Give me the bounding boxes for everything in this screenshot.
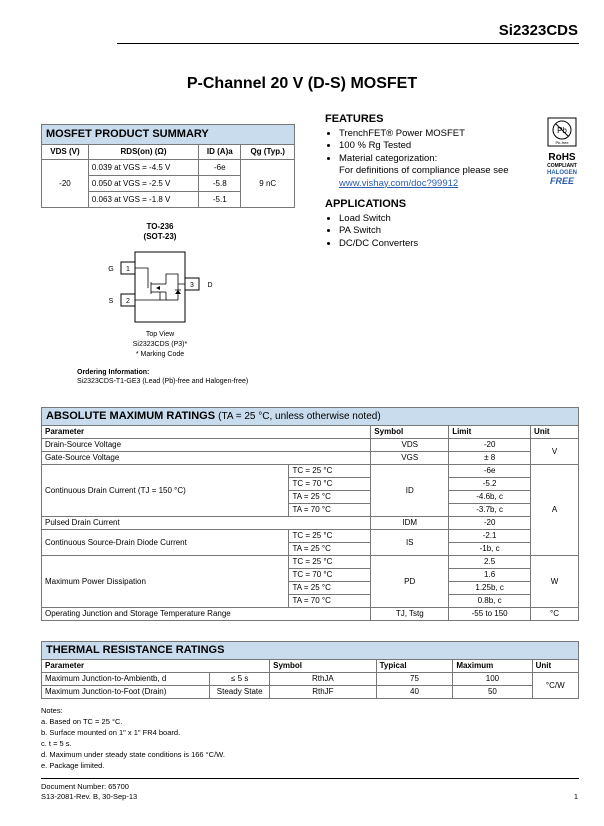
ordering-info: [77, 368, 248, 386]
package-alt-name: (SOT-23): [143, 232, 177, 241]
document-number: Document Number: 65700: [41, 782, 129, 791]
compliance-link[interactable]: www.vishay.com/doc?99912: [339, 177, 459, 189]
limit-cell: -1b, c: [449, 543, 531, 556]
thermal-header-unit: Unit: [532, 660, 578, 673]
package-title: [120, 222, 200, 242]
table-row: Operating Junction and Storage Temperature Range: [42, 608, 371, 621]
summary-qg-value: 9 nC: [241, 160, 295, 208]
summary-header-id: ID (A)a: [199, 145, 241, 160]
symbol-cell: ID: [371, 465, 449, 517]
thermal-header-maximum: Maximum: [453, 660, 532, 673]
table-row: Maximum Junction-to-Foot (Drain): [42, 686, 210, 699]
limit-cell: -3.7b, c: [449, 504, 531, 517]
limit-cell: -4.6b, c: [449, 491, 531, 504]
summary-header-rds: RDS(on) (Ω): [88, 145, 198, 160]
features-section: [325, 113, 540, 190]
notes-heading: Notes:: [41, 706, 63, 715]
typical-cell: 40: [376, 686, 453, 699]
thermal-header-parameter: Parameter: [42, 660, 270, 673]
summary-id-3: -5.1: [199, 192, 241, 208]
note-item: a. Based on TC = 25 °C.: [41, 717, 123, 726]
condition-cell: TC = 25 °C: [289, 530, 371, 543]
table-row: Maximum Junction-to-Ambientb, d: [42, 673, 210, 686]
footer: [41, 782, 137, 802]
unit-cell: V: [531, 439, 579, 465]
package-name: TO-236: [146, 222, 174, 231]
summary-id-1: -6e: [199, 160, 241, 176]
features-heading: FEATURES: [325, 113, 384, 125]
applications-section: [325, 198, 525, 250]
symbol-cell: IS: [371, 530, 449, 556]
pin-1-number: 1: [126, 266, 130, 273]
symbol-cell: IDM: [371, 517, 449, 530]
absolute-max-ratings-table: [41, 407, 579, 621]
limit-cell: -6e: [449, 465, 531, 478]
unit-cell: °C: [531, 608, 579, 621]
svg-text:Pb: Pb: [557, 126, 567, 135]
condition-cell: TA = 70 °C: [289, 595, 371, 608]
rohs-label: RoHS: [548, 152, 576, 163]
limit-cell: -55 to 150: [449, 608, 531, 621]
table-row: Gate-Source Voltage: [42, 452, 371, 465]
symbol-cell: VGS: [371, 452, 449, 465]
gate-label: G: [108, 266, 114, 273]
limit-cell: -2.1: [449, 530, 531, 543]
halogen-free-label: FREE: [549, 176, 574, 186]
condition-cell: Steady State: [210, 686, 270, 699]
product-summary-table: [41, 124, 295, 208]
note-item: d. Maximum under steady state conditions is 166 °C/W.: [41, 750, 225, 759]
summary-rds-3: 0.063 at VGS = -1.8 V: [88, 192, 198, 208]
symbol-cell: RthJF: [270, 686, 377, 699]
condition-cell: TC = 70 °C: [289, 569, 371, 582]
maximum-cell: 100: [453, 673, 532, 686]
limit-cell: ± 8: [449, 452, 531, 465]
rohs-compliant: COMPLIANT: [547, 163, 577, 169]
rohs-badge: [542, 117, 582, 186]
part-number: Si2323CDS: [498, 22, 578, 39]
condition-cell: TA = 70 °C: [289, 504, 371, 517]
summary-id-2: -5.8: [199, 176, 241, 192]
symbol-cell: RthJA: [270, 673, 377, 686]
pin-2-number: 2: [126, 298, 130, 305]
table-row: Drain-Source Voltage: [42, 439, 371, 452]
abs-header-unit: Unit: [531, 426, 579, 439]
feature-item: • TrenchFET® Power MOSFET: [339, 128, 540, 140]
limit-cell: -20: [449, 439, 531, 452]
table-row: Maximum Power Dissipation: [42, 556, 289, 608]
abs-header-limit: Limit: [449, 426, 531, 439]
limit-cell: 1.6: [449, 569, 531, 582]
unit-cell: W: [531, 556, 579, 608]
pb-free-icon: [547, 117, 577, 147]
top-view-label: Top View: [145, 331, 175, 338]
typical-cell: 75: [376, 673, 453, 686]
unit-cell: °C/W: [532, 673, 578, 699]
ordering-text: Si2323CDS-T1-GE3 (Lead (Pb)-free and Halogen-free): [77, 378, 249, 385]
summary-header-vds: VDS (V): [42, 145, 89, 160]
application-item: • DC/DC Converters: [339, 238, 525, 250]
summary-caption: MOSFET PRODUCT SUMMARY: [42, 125, 295, 145]
package-diagram: [100, 248, 220, 328]
limit-cell: -5.2: [449, 478, 531, 491]
unit-cell: A: [531, 465, 579, 556]
feature-item: • 100 % Rg Tested: [339, 140, 540, 152]
compliance-text: For definitions of compliance please see: [339, 165, 509, 177]
feature-item: • Material categorization:: [339, 153, 540, 165]
svg-text:Pb-free: Pb-free: [555, 140, 569, 145]
summary-rds-2: 0.050 at VGS = -2.5 V: [88, 176, 198, 192]
source-label: S: [108, 298, 114, 305]
header-rule: [117, 43, 579, 44]
symbol-cell: TJ, Tstg: [371, 608, 449, 621]
note-item: e. Package limited.: [41, 761, 105, 770]
limit-cell: 1.25b, c: [449, 582, 531, 595]
limit-cell: -20: [449, 517, 531, 530]
marking-note: * Marking Code: [135, 351, 185, 358]
package-footnote: [100, 330, 220, 360]
symbol-cell: PD: [371, 556, 449, 608]
condition-cell: TC = 70 °C: [289, 478, 371, 491]
abs-max-caption: ABSOLUTE MAXIMUM RATINGS (TA = 25 °C, unless otherwise noted): [42, 408, 579, 426]
condition-cell: TC = 25 °C: [289, 465, 371, 478]
marking-code: Si2323CDS (P3)*: [132, 341, 188, 348]
pin-3-number: 3: [190, 282, 194, 289]
summary-header-qg: Qg (Typ.): [241, 145, 295, 160]
symbol-cell: VDS: [371, 439, 449, 452]
applications-heading: APPLICATIONS: [325, 198, 407, 210]
condition-cell: TA = 25 °C: [289, 582, 371, 595]
condition-cell: TA = 25 °C: [289, 543, 371, 556]
ordering-label: Ordering Information:: [77, 369, 150, 376]
summary-vds-value: -20: [42, 160, 89, 208]
note-item: b. Surface mounted on 1" x 1" FR4 board.: [41, 728, 181, 737]
thermal-header-typical: Typical: [376, 660, 453, 673]
halogen-label: HALOGEN: [547, 170, 577, 176]
limit-cell: 2.5: [449, 556, 531, 569]
abs-header-symbol: Symbol: [371, 426, 449, 439]
table-row: Pulsed Drain Current: [42, 517, 371, 530]
drain-label: D: [207, 282, 213, 289]
table-row: Continuous Source-Drain Diode Current: [42, 530, 289, 556]
page-title: P-Channel 20 V (D-S) MOSFET: [186, 75, 418, 92]
application-item: • Load Switch: [339, 213, 525, 225]
notes: [41, 705, 225, 771]
condition-cell: TC = 25 °C: [289, 556, 371, 569]
abs-header-parameter: Parameter: [42, 426, 371, 439]
thermal-resistance-table: [41, 641, 579, 699]
condition-cell: TA = 25 °C: [289, 491, 371, 504]
limit-cell: 0.8b, c: [449, 595, 531, 608]
condition-cell: ≤ 5 s: [210, 673, 270, 686]
thermal-header-symbol: Symbol: [270, 660, 377, 673]
footer-rule: [41, 778, 579, 779]
page-number: 1: [573, 792, 578, 801]
summary-rds-1: 0.039 at VGS = -4.5 V: [88, 160, 198, 176]
thermal-caption: THERMAL RESISTANCE RATINGS: [42, 642, 579, 660]
revision: S13-2081-Rev. B, 30-Sep-13: [41, 792, 138, 801]
table-row: Continuous Drain Current (TJ = 150 °C): [42, 465, 289, 517]
maximum-cell: 50: [453, 686, 532, 699]
note-item: c. t = 5 s.: [41, 739, 72, 748]
application-item: • PA Switch: [339, 225, 525, 237]
